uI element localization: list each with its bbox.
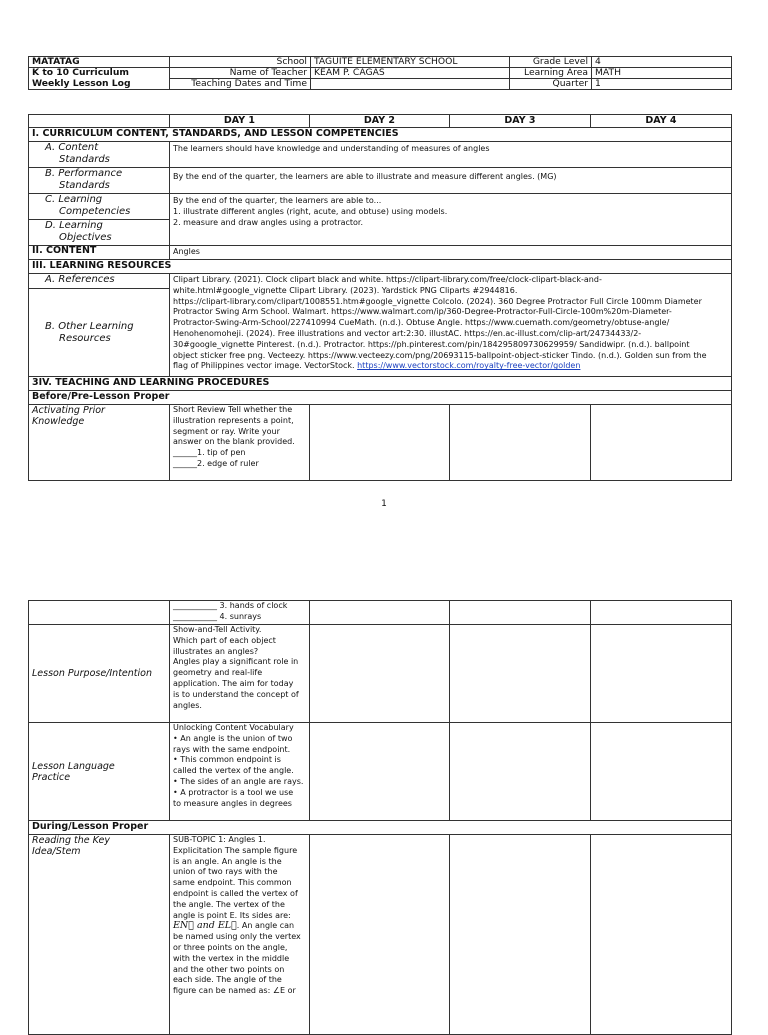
other-resources-label: B. Other Learning Resources bbox=[29, 289, 170, 377]
header-left-2: K to 10 Curriculum bbox=[29, 68, 170, 79]
language-practice-day1: Unlocking Content Vocabulary • An angle is the union of two rays with the same endpoint. • This common endpoint is called the vertex of the angle. • The sides of an angle are rays. • A protractor is a tool we use to measure angles in degrees bbox=[170, 723, 310, 821]
school-label: School bbox=[170, 57, 311, 68]
grade-value: 4 bbox=[592, 57, 732, 68]
content-standards-label: A. Content Standards bbox=[29, 142, 170, 168]
lesson-log-table-continued bbox=[28, 600, 732, 1035]
section-curriculum: I. CURRICULUM CONTENT, STANDARDS, AND LESSON COMPETENCIES bbox=[29, 128, 732, 142]
header-left-1: MATATAG bbox=[29, 57, 170, 68]
prior-knowledge-day4 bbox=[591, 405, 732, 481]
resource-line: https://clipart-library.com/clipart/1008551.htm#google_vignette Colcolo. (2024). 360 Degree Protractor Full Circle 100mm Diameter bbox=[173, 296, 702, 306]
teacher-label: Name of Teacher bbox=[170, 68, 311, 79]
header-table bbox=[28, 56, 732, 90]
resources-text bbox=[170, 274, 732, 377]
prior-knowledge-label: Activating Prior Knowledge bbox=[29, 405, 170, 481]
section-content: II. CONTENT bbox=[29, 246, 170, 260]
continued-label bbox=[29, 601, 170, 625]
rays-notation: EN⃗ and EL⃗ bbox=[173, 920, 237, 932]
section-procedures: 3IV. TEACHING AND LEARNING PROCEDURES bbox=[29, 377, 732, 391]
purpose-day1: Show-and-Tell Activity. Which part of each object illustrates an angles? Angles play a significant role in geometry and real-life application. The aim for today is to understand the concept of angles. bbox=[170, 625, 310, 723]
competency-line-intro: By the end of the quarter, the learners are able to... bbox=[173, 196, 382, 205]
quarter-label: Quarter bbox=[510, 79, 592, 90]
section-during-lesson: During/Lesson Proper bbox=[29, 821, 732, 835]
content-standards-text: The learners should have knowledge and understanding of measures of angles bbox=[170, 142, 732, 168]
competency-line-1: 1. illustrate different angles (right, acute, and obtuse) using models. bbox=[173, 206, 448, 216]
competencies-objectives-text bbox=[170, 194, 732, 246]
lesson-log-table bbox=[28, 114, 732, 481]
references-label: A. References bbox=[29, 274, 170, 289]
section-before-lesson: Before/Pre-Lesson Proper bbox=[29, 391, 732, 405]
day-2-header: DAY 2 bbox=[310, 115, 450, 128]
reading-key-idea-label: Reading the Key Idea/Stem bbox=[29, 835, 170, 1035]
resource-line: Protractor-Swing-Arm-School/227410994 CueMath. (n.d.). Obtuse Angle. https://www.cuemath.com/geometry/obtuse-angle/ bbox=[173, 318, 670, 328]
resource-line-last: flag of Philippines vector image. VectorStock. https://www.vectorstock.com/royalty-free-vector/golden bbox=[173, 361, 581, 371]
performance-standards-text: By the end of the quarter, the learners are able to illustrate and measure different angles. (MG) bbox=[170, 168, 732, 194]
day-3-header: DAY 3 bbox=[450, 115, 591, 128]
resource-line: 30#google_vignette Pinterest. (n.d.). Protractor. https://ph.pinterest.com/pin/184295809730629959/ Sandidwipr. (n.d.). ballpoint bbox=[173, 339, 690, 349]
teacher-value: KEAM P. CAGAS bbox=[311, 68, 510, 79]
language-practice-label: Lesson Language Practice bbox=[29, 723, 170, 821]
blank-corner bbox=[29, 115, 170, 128]
resource-line: object sticker free png. Vecteezy. https://www.vecteezy.com/png/20693115-ballpoint-object-sticker Tindo. (n.d.). Golden sun from the bbox=[173, 350, 707, 360]
resource-line: Clipart Library. (2021). Clock clipart black and white. https://clipart-library.com/free/clock-clipart-black-and- bbox=[173, 275, 602, 284]
grade-label: Grade Level bbox=[510, 57, 592, 68]
day-1-header: DAY 1 bbox=[170, 115, 310, 128]
prior-knowledge-day1: Short Review Tell whether the illustration represents a point, segment or ray. Write your answer on the blank provided. ______1. tip of pen ______2. edge of ruler bbox=[170, 405, 310, 481]
header-left-3: Weekly Lesson Log bbox=[29, 79, 170, 90]
resource-line: Henohenomoheji. (2024). Free illustrations and vector art:2:30. illustAC. https://en.ac-illust.com/clip-art/24734433/2- bbox=[173, 328, 642, 338]
dates-value bbox=[311, 79, 510, 90]
area-value: MATH bbox=[592, 68, 732, 79]
area-label: Learning Area bbox=[510, 68, 592, 79]
continued-day1: ___________ 3. hands of clock ___________ 4. sunrays bbox=[170, 601, 310, 625]
vectorstock-link[interactable]: https://www.vectorstock.com/royalty-free-vector/golden bbox=[357, 361, 581, 371]
dates-label: Teaching Dates and Time bbox=[170, 79, 311, 90]
quarter-value: 1 bbox=[592, 79, 732, 90]
resource-line: white.html#google_vignette Clipart Library. (2023). Yardstick PNG Cliparts #2944816. bbox=[173, 285, 518, 295]
reading-key-idea-day1: SUB-TOPIC 1: Angles 1. Explicitation The sample figure is an angle. An angle is the union of two rays with the same endpoint. This common endpoint is called the vertex of the angle. The vertex of the angle is point E. Its sides are: EN⃗ and EL⃗. An angle can be named using only the vertex or three points on the angle, with the vertex in the middle and the other two points on each side. The angle of the figure can be named as: ∠E or bbox=[170, 835, 310, 1035]
resource-line: Protractor Swing Arm School. Walmart. https://www.walmart.com/ip/360-Degree-Protractor-Full-Circle-100m%20m-Diameter- bbox=[173, 307, 672, 317]
page-number: 1 bbox=[381, 499, 387, 509]
purpose-label: Lesson Purpose/Intention bbox=[29, 625, 170, 723]
prior-knowledge-day2 bbox=[310, 405, 450, 481]
competency-line-2: 2. measure and draw angles using a protractor. bbox=[173, 217, 364, 227]
content-text: Angles bbox=[170, 246, 732, 260]
section-resources: III. LEARNING RESOURCES bbox=[29, 260, 732, 274]
performance-standards-label: B. Performance Standards bbox=[29, 168, 170, 194]
school-value: TAGUITE ELEMENTARY SCHOOL bbox=[311, 57, 510, 68]
objectives-label: D. Learning Objectives bbox=[29, 220, 170, 246]
competencies-label: C. Learning Competencies bbox=[29, 194, 170, 220]
day-4-header: DAY 4 bbox=[591, 115, 732, 128]
page-2 bbox=[0, 600, 768, 1024]
prior-knowledge-day3 bbox=[450, 405, 591, 481]
